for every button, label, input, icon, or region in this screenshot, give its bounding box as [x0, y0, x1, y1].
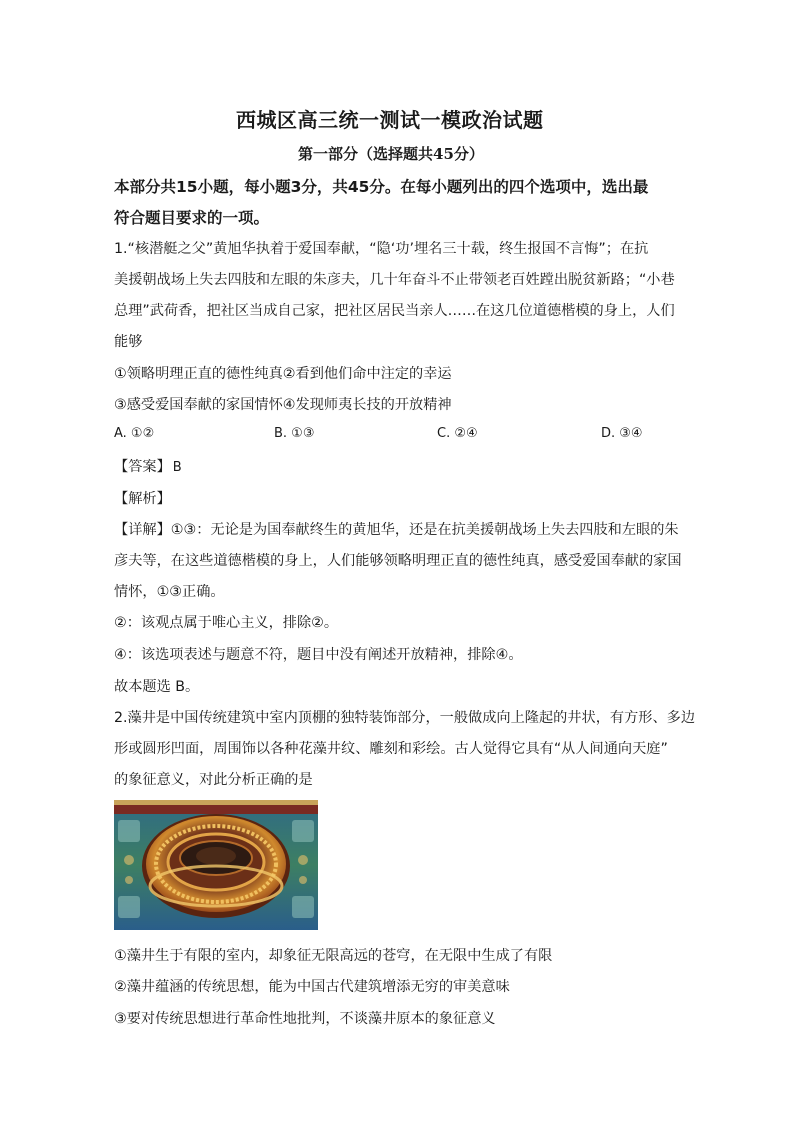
- q2-stem-line-1: 2.藻井是中国传统建筑中室内顶棚的独特装饰部分，一般做成向上隆起的井状，有方形、多边: [114, 710, 696, 726]
- caisson-ceiling-illustration: [114, 800, 318, 930]
- q1-stem-line-3: 总理”武荷香，把社区当成自己家，把社区居民当亲人……在这几位道德楷模的身上，人们: [114, 303, 675, 319]
- q1-option-b: B. ①③: [274, 426, 315, 441]
- q1-option-d: D. ③④: [601, 426, 643, 441]
- q1-detail-line-5: ④：该选项表述与题意不符，题目中没有阐述开放精神，排除④。: [114, 647, 523, 663]
- q2-stem-line-2: 形或圆形凹面，周围饰以各种花藻井纹、雕刻和彩绘。古人觉得它具有“从人间通向天庭”: [114, 741, 668, 757]
- q1-option-c: C. ②④: [437, 426, 478, 441]
- q1-analysis-label: 【解析】: [114, 491, 171, 507]
- q1-detail-line-2: 彦夫等，在这些道德楷模的身上，人们能够领略明理正直的德性纯真，感受爱国奉献的家国: [114, 553, 682, 569]
- q1-stem-line-1: 1.“核潜艇之父”黄旭华执着于爱国奉献，“隐‘功’埋名三十载，终生报国不言悔”；在抗: [114, 241, 649, 257]
- q2-statement-2: ②藻井蕴涵的传统思想，能为中国古代建筑增添无穷的审美意味: [114, 979, 510, 995]
- caisson-ceiling-photo: [114, 800, 318, 930]
- q1-stem-line-2: 美援朝战场上失去四肢和左眼的朱彦夫，几十年奋斗不止带领老百姓蹚出脱贫新路；“小巷: [114, 272, 675, 288]
- q1-detail-line-6: 故本题选 B。: [114, 679, 200, 695]
- q2-stem-line-3: 的象征意义，对此分析正确的是: [114, 772, 313, 788]
- page-title: 西城区高三统一测试一模政治试题: [236, 108, 544, 132]
- answer-label: 【答案】: [114, 459, 171, 475]
- section-subtitle: 第一部分（选择题共45分）: [298, 145, 484, 163]
- q1-detail-line-1: 【详解】①③：无论是为国奉献终生的黄旭华，还是在抗美援朝战场上失去四肢和左眼的朱: [114, 522, 679, 538]
- q1-statement-2: ③感受爱国奉献的家国情怀④发现师夷长技的开放精神: [114, 397, 452, 413]
- q2-statement-1: ①藻井生于有限的室内，却象征无限高远的苍穹，在无限中生成了有限: [114, 948, 553, 964]
- answer-value: B: [172, 460, 182, 475]
- q1-detail-line-3: 情怀，①③正确。: [114, 584, 225, 600]
- q1-answer: [114, 456, 182, 476]
- q1-detail-line-4: ②：该观点属于唯心主义，排除②。: [114, 615, 339, 631]
- q1-option-a: A. ①②: [114, 426, 155, 441]
- instructions-line-1: 本部分共15小题，每小题3分，共45分。在每小题列出的四个选项中，选出最: [114, 178, 649, 196]
- q1-stem-line-4: 能够: [114, 334, 143, 350]
- q2-statement-3: ③要对传统思想进行革命性地批判，不谈藻井原本的象征意义: [114, 1011, 496, 1027]
- instructions-line-2: 符合题目要求的一项。: [114, 209, 270, 227]
- q1-statement-1: ①领略明理正直的德性纯真②看到他们命中注定的幸运: [114, 366, 452, 382]
